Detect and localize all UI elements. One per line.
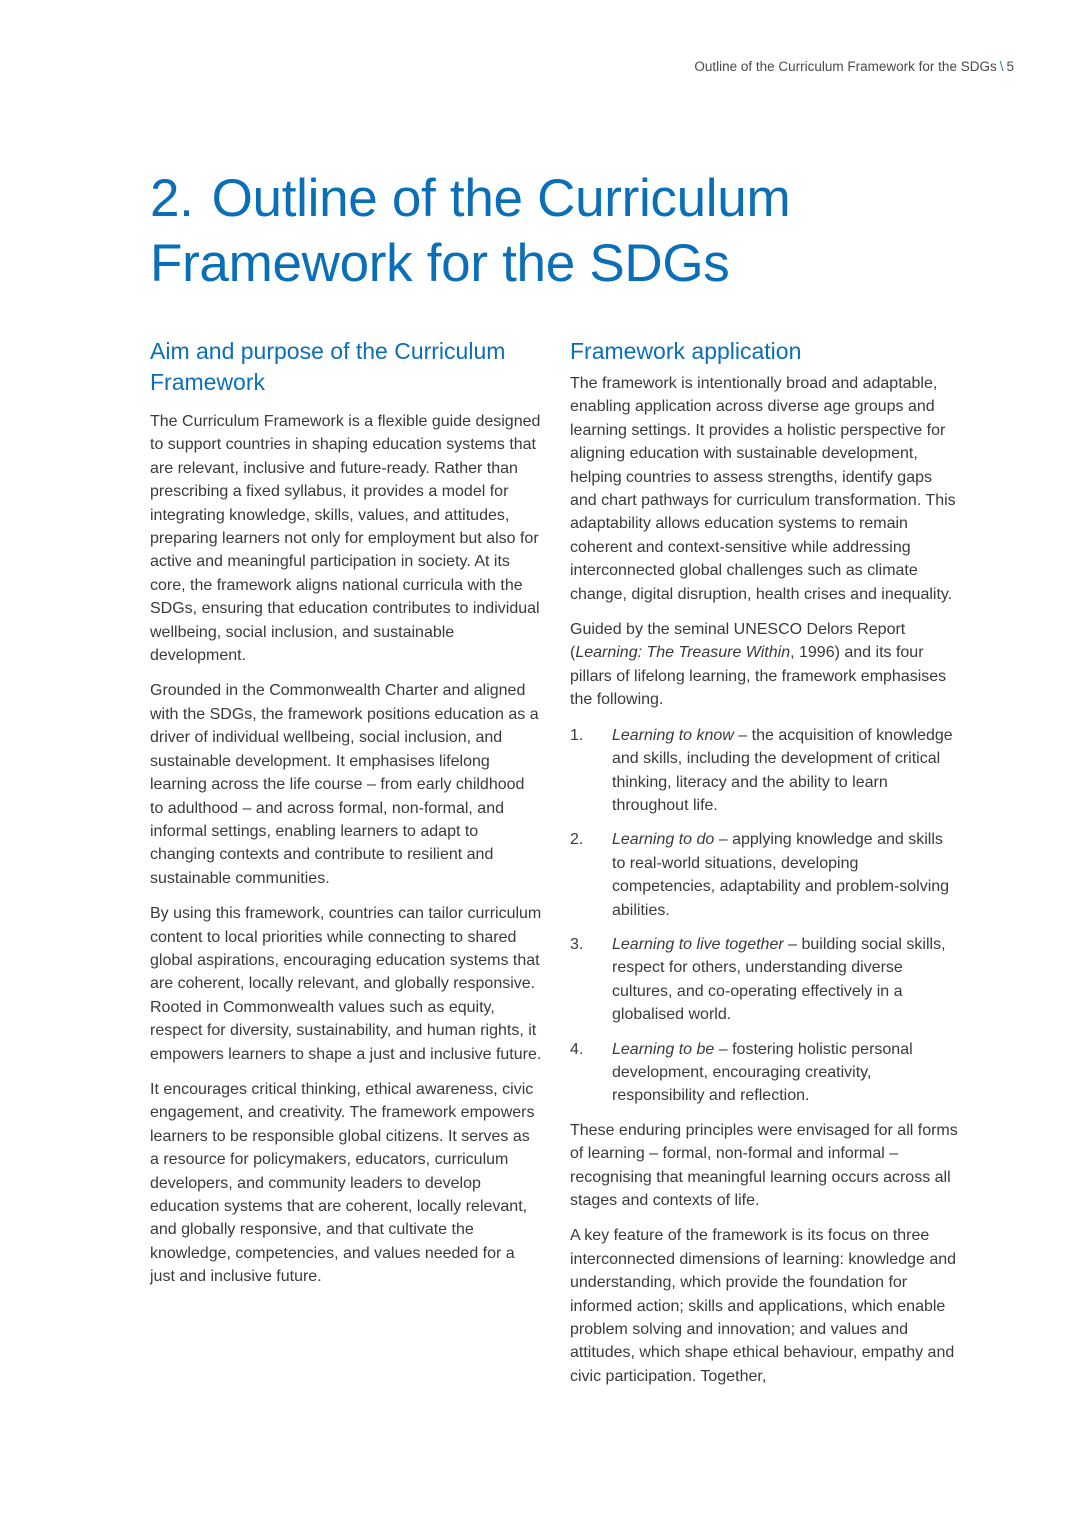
pillar-description: – applying knowledge and skills to real-world situations, developing competencies, adaptability and problem-solving abilities. — [612, 831, 950, 919]
aim-purpose-heading: Aim and purpose of the Curriculum Framework — [150, 338, 506, 395]
delors-text-after: , 1996) and its four pillars of lifelong learning, the framework emphasises the following. — [570, 644, 947, 709]
left-paragraph: The Curriculum Framework is a flexible guide designed to support countries in shaping education systems that are relevant, inclusive and future-ready. Rather than prescribing a fixed syllabus, it provides a model for integrating knowledge, skills, values, and attitudes, preparing learners not only for employment but also for active and meaningful participation in society. At its core, the framework aligns national curricula with the SDGs, ensuring that education contributes to individual wellbeing, social inclusion, and sustainable development. — [150, 413, 541, 665]
left-paragraph: By using this framework, countries can tailor curriculum content to local priorities while connecting to shared global aspirations, encouraging education systems that are coherent, locally relevant, and globally responsive. Rooted in Commonwealth values such as equity, respect for diversity, sustainability, and human rights, it empowers learners to shape a just and inclusive future. — [150, 905, 542, 1063]
running-title: Outline of the Curriculum Framework for the SDGs — [694, 59, 997, 74]
pillar-term: Learning to know — [612, 726, 734, 744]
framework-application-heading: Framework application — [570, 338, 802, 364]
pillar-description: – fostering holistic personal development, encouraging creativity, responsibility and reflection. — [612, 1040, 913, 1105]
list-index: 1. — [570, 726, 584, 744]
left-column — [150, 336, 542, 1301]
page-number: 5 — [1006, 59, 1014, 74]
pillar-description: – building social skills, respect for others, understanding diverse cultures, and co-operating effectively in a globalised world. — [612, 935, 946, 1024]
pillar-description: – the acquisition of knowledge and skills, including the development of critical thinking, literacy and the ability to learn throughout life. — [612, 726, 953, 814]
list-item — [570, 828, 958, 922]
list-item — [570, 933, 958, 1027]
list-index: 3. — [570, 935, 584, 953]
pillar-term: Learning to live together — [612, 935, 784, 953]
chapter-title — [150, 166, 970, 296]
pillars-list — [570, 724, 958, 1108]
left-paragraph: It encourages critical thinking, ethical awareness, civic engagement, and creativity. The framework empowers learners to be responsible global citizens. It serves as a resource for policymakers, educators, curriculum developers, and community leaders to develop education systems that are coherent, locally relevant, and globally responsive, and that cultivate the knowledge, competencies, and values needed for a just and inclusive future. — [150, 1080, 535, 1286]
delors-report-title: Learning: The Treasure Within — [575, 644, 791, 662]
delors-paragraph — [570, 618, 958, 712]
right-column — [570, 336, 958, 1400]
right-paragraph: These enduring principles were envisaged for all forms of learning – formal, non-formal and informal – recognising that meaningful learning occurs across all stages and contexts of life. — [570, 1121, 958, 1209]
delors-text-before: Guided by the seminal UNESCO Delors Report ( — [570, 621, 906, 662]
right-intro-paragraph: The framework is intentionally broad and adaptable, enabling application across diverse age groups and learning settings. It provides a holistic perspective for aligning education with sustainable development, helping countries to assess strengths, identify gaps and chart pathways for curriculum transformation. This adaptability allows education systems to remain coherent and context-sensitive while addressing interconnected global challenges such as climate change, digital disruption, health crises and inequality. — [570, 375, 956, 603]
pillar-term: Learning to do — [612, 831, 715, 849]
right-paragraph: A key feature of the framework is its focus on three interconnected dimensions of learning: knowledge and understanding, which provide the foundation for informed action; skills and applications, which enable problem solving and innovation; and values and attitudes, which shape ethical behaviour, empathy and civic participation. Together, — [570, 1227, 957, 1385]
list-index: 2. — [570, 831, 584, 849]
left-paragraph: Grounded in the Commonwealth Charter and aligned with the SDGs, the framework positions education as a driver of individual wellbeing, social inclusion, and sustainable development. It emphasises lifelong learning across the life course – from early childhood to adulthood – and across formal, non-formal, and informal settings, enabling learners to adapt to changing contexts and contribute to resilient and sustainable communities. — [150, 682, 539, 887]
running-header — [694, 59, 1014, 74]
list-index: 4. — [570, 1040, 584, 1058]
chapter-number: 2. — [150, 169, 194, 228]
chapter-title-text: Outline of the Curriculum Framework for the SDGs — [150, 169, 791, 293]
header-separator: \ — [999, 59, 1004, 74]
list-item — [570, 724, 958, 818]
list-item — [570, 1038, 958, 1108]
pillar-term: Learning to be — [612, 1040, 715, 1058]
